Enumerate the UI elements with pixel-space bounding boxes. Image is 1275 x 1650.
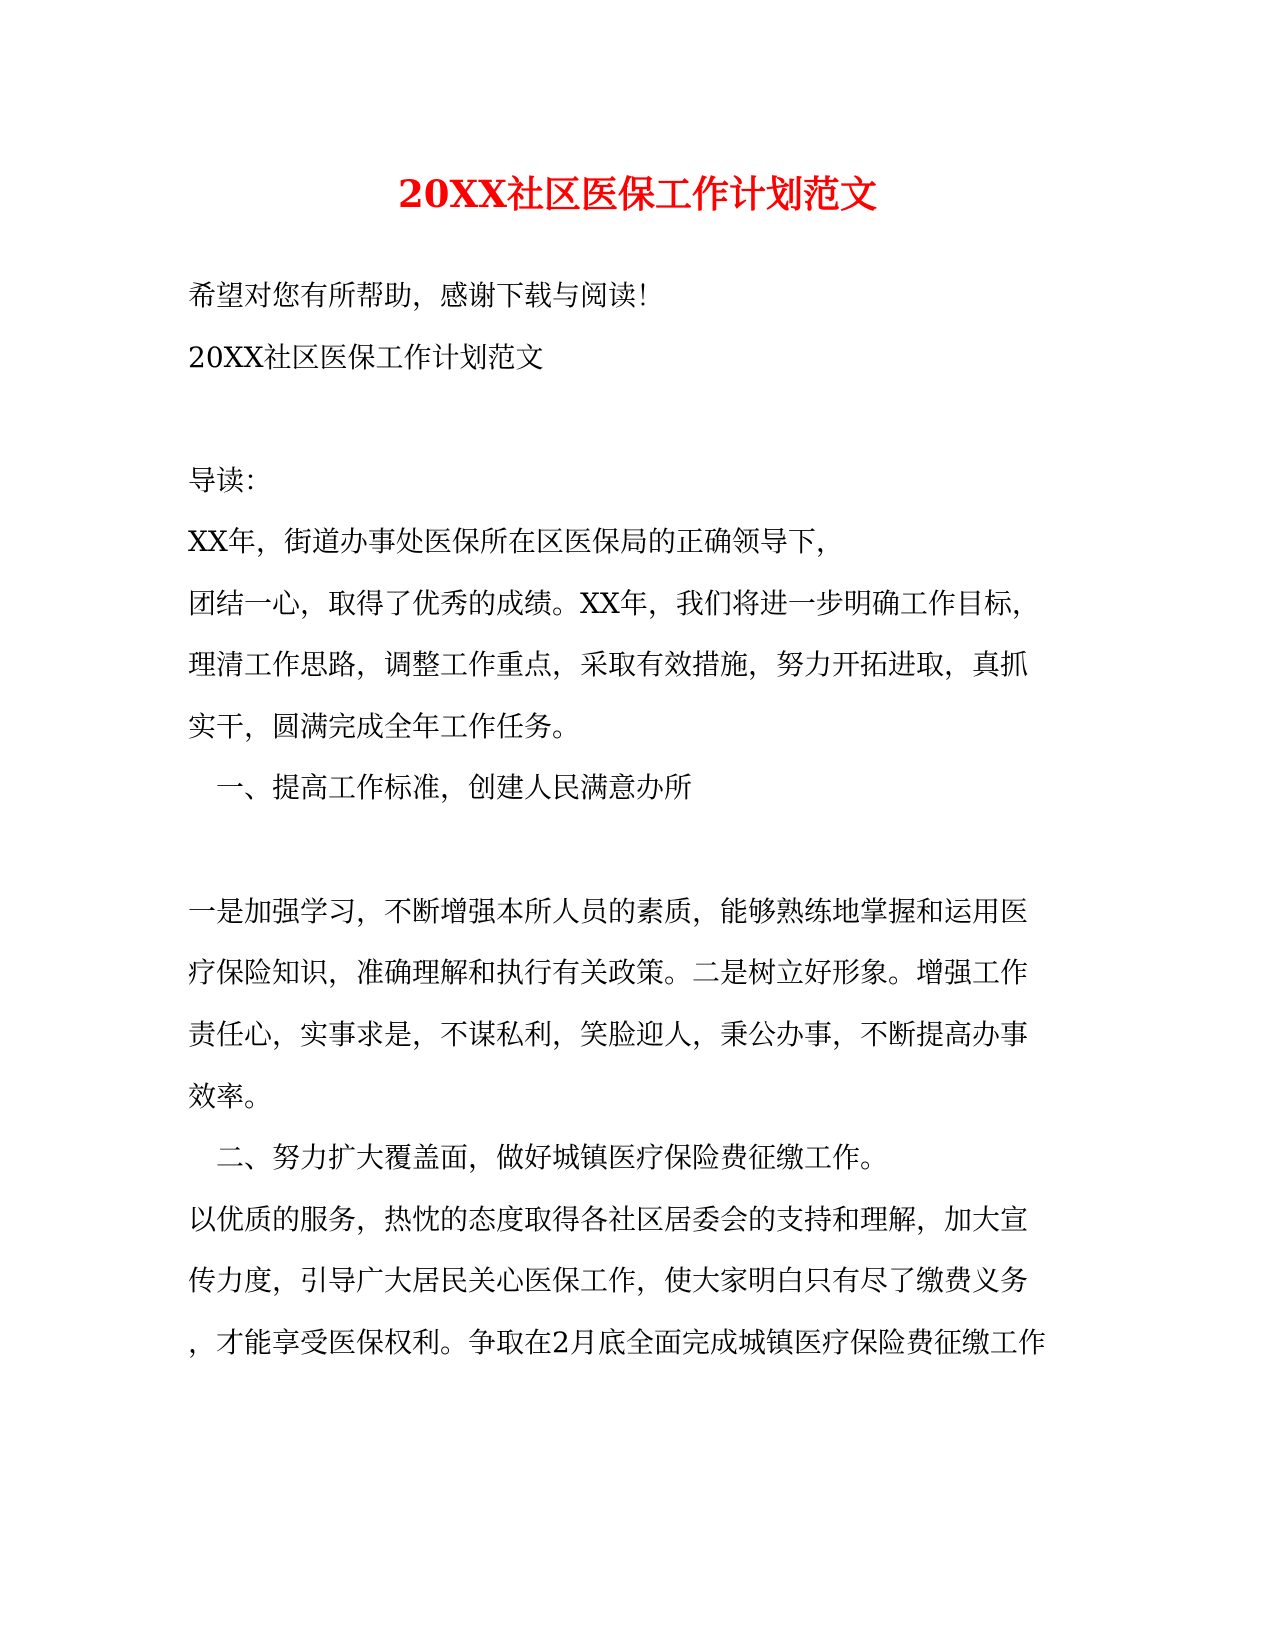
body-line: 以优质的服务，热忱的态度取得各社区居委会的支持和理解，加大宣	[188, 1203, 1029, 1236]
body-line: 疗保险知识，准确理解和执行有关政策。二是树立好形象。增强工作	[188, 956, 1029, 989]
body-line: XX年，街道办事处医保所在区医保局的正确领导下，	[188, 525, 844, 558]
body-line: 理清工作思路，调整工作重点，采取有效措施，努力开拓进取，真抓	[188, 648, 1029, 681]
body-line: 效率。	[188, 1080, 273, 1113]
body-line: ，才能享受医保权利。争取在2月底全面完成城镇医疗保险费征缴工作	[188, 1326, 1046, 1359]
intro-label: 导读：	[188, 464, 273, 497]
body-line: 传力度，引导广大居民关心医保工作，使大家明白只有尽了缴费义务	[188, 1264, 1029, 1297]
body-line: 责任心，实事求是，不谋私利，笑脸迎人，秉公办事，不断提高办事	[188, 1018, 1029, 1051]
document-title: 20XX社区医保工作计划范文	[398, 172, 877, 216]
section-heading-2: 二、努力扩大覆盖面，做好城镇医疗保险费征缴工作。	[216, 1141, 889, 1174]
section-heading-1: 一、提高工作标准，创建人民满意办所	[216, 771, 693, 804]
body-line: 实干，圆满完成全年工作任务。	[188, 710, 581, 743]
greeting-line: 希望对您有所帮助，感谢下载与阅读！	[188, 279, 665, 312]
body-line: 团结一心，取得了优秀的成绩。XX年，我们将进一步明确工作目标，	[188, 587, 1040, 620]
subtitle-line: 20XX社区医保工作计划范文	[188, 341, 544, 374]
body-line: 一是加强学习，不断增强本所人员的素质，能够熟练地掌握和运用医	[188, 895, 1029, 928]
